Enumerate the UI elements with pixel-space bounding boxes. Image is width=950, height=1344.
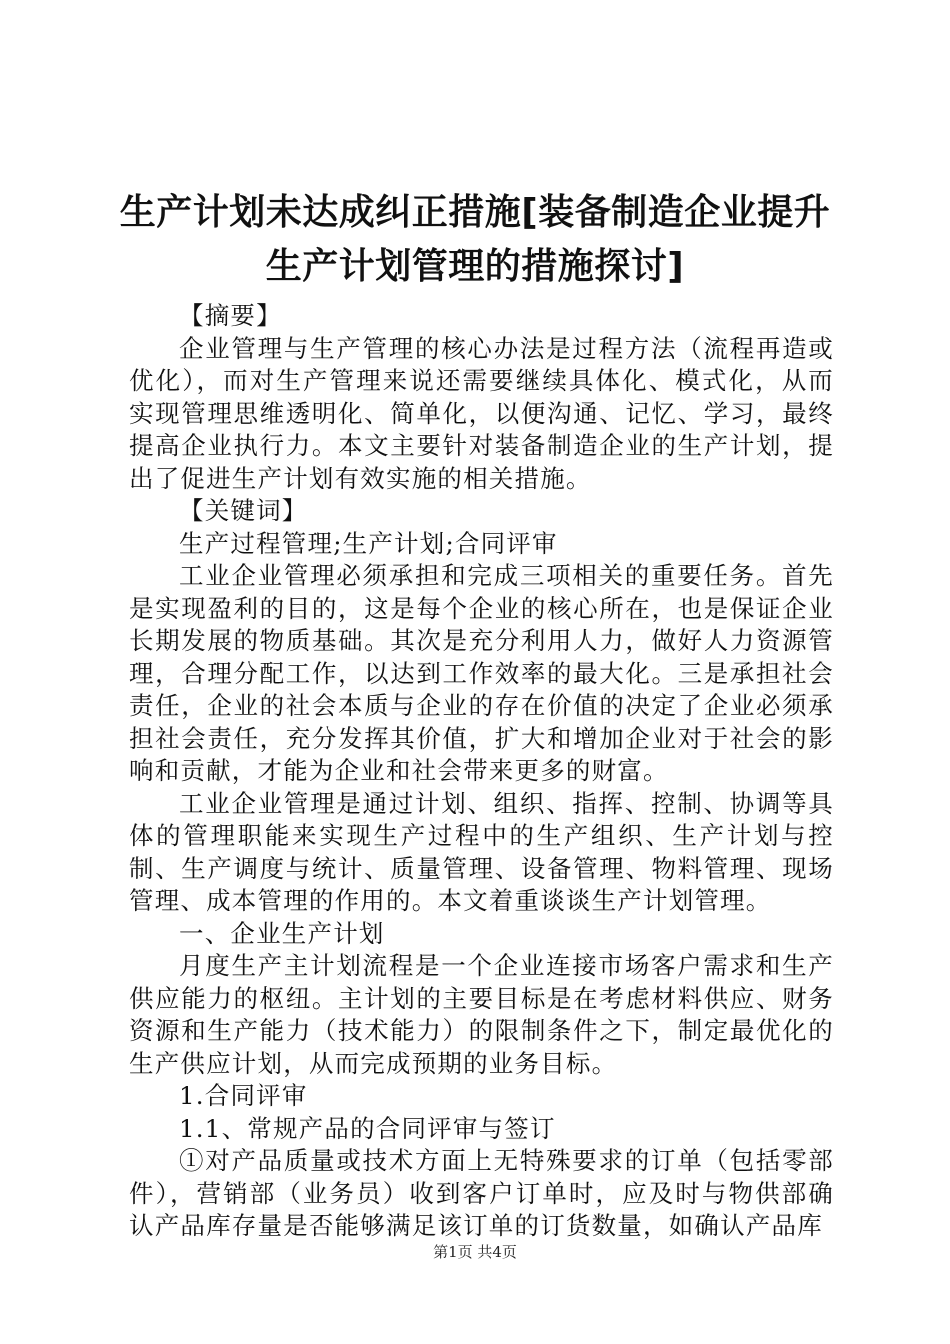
title-line-2: 生产计划管理的措施探讨] <box>265 246 685 287</box>
body-paragraph: 工业企业管理必须承担和完成三项相关的重要任务。首先是实现盈利的目的，这是每个企业的核心所在，也是保证企业长期发展的物质基础。其次是充分利用人力，做好人力资源管理，合理分配工作，以达到工作效率的最大化。三是承担社会责任，企业的社会本质与企业的存在价值的决定了企业必须承担社会责任，充分发挥其价值，扩大和增加企业对于社会的影响和贡献，才能为企业和社会带来更多的财富。 <box>129 561 834 785</box>
subsection-heading: 1.1、常规产品的合同评审与签订 <box>179 1113 556 1143</box>
document-body <box>129 300 834 1243</box>
body-paragraph: 工业企业管理是通过计划、组织、指挥、控制、协调等具体的管理职能来实现生产过程中的生产组织、生产计划与控制、生产调度与统计、质量管理、设备管理、物料管理、现场管理、成本管理的作用的。本文着重谈谈生产计划管理。 <box>129 788 834 915</box>
keywords-paragraph: 生产过程管理;生产计划;合同评审 <box>179 528 558 558</box>
section-heading: 一、企业生产计划 <box>179 918 385 948</box>
title-line-1: 生产计划未达成纠正措施[装备制造企业提升 <box>119 192 831 233</box>
subsection-heading: 1.合同评审 <box>179 1081 308 1110</box>
keywords-heading: 【关键词】 <box>179 496 308 525</box>
document-title <box>100 186 850 294</box>
abstract-heading: 【摘要】 <box>179 301 282 330</box>
body-paragraph: 月度生产主计划流程是一个企业连接市场客户需求和生产供应能力的枢纽。主计划的主要目标是在考虑材料供应、财务资源和生产能力（技术能力）的限制条件之下，制定最优化的生产供应计划，从而完成预期的业务目标。 <box>129 951 834 1078</box>
body-paragraph: ①对产品质量或技术方面上无特殊要求的订单（包括零部件），营销部（业务员）收到客户订单时，应及时与物供部确认产品库存量是否能够满足该订单的订货数量，如确认产品库 <box>129 1146 834 1240</box>
page-footer: 第1页 共4页 <box>433 1243 517 1261</box>
abstract-paragraph: 企业管理与生产管理的核心办法是过程方法（流程再造或优化），而对生产管理来说还需要继续具体化、模式化，从而实现管理思维透明化、简单化，以便沟通、记忆、学习，最终提高企业执行力。本文主要针对装备制造企业的生产计划，提出了促进生产计划有效实施的相关措施。 <box>129 333 834 493</box>
